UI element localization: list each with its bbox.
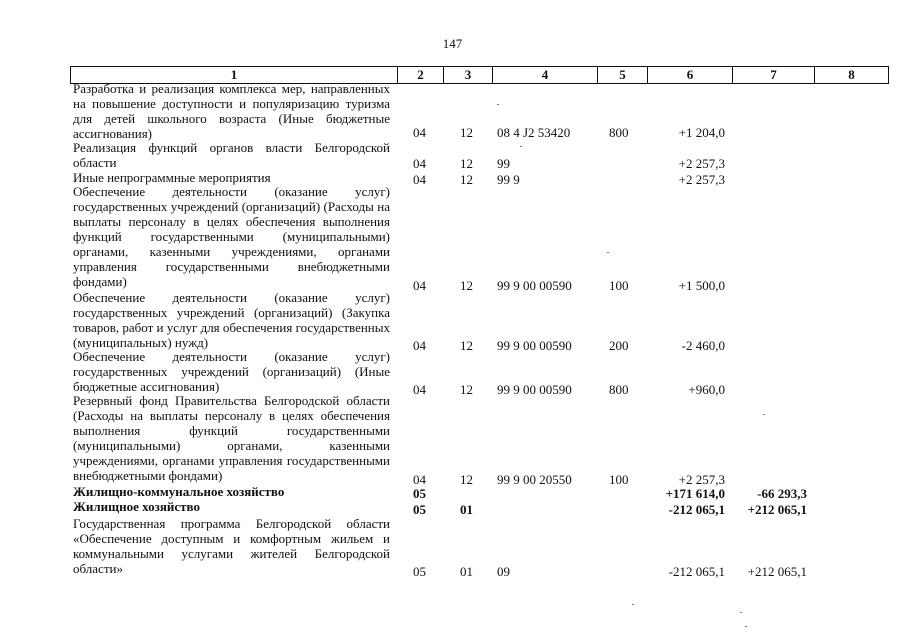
row-description: Обеспечение деятельности (оказание услуг) государственных учреждений (организаций) (Расходы на выплаты персоналу в целях обеспечения выполнения функций государственными (муниципальными) органами, казенными учреждениями, органами управления государственными внебюджетными фондами) (73, 184, 390, 289)
cell-target-article: 09 (497, 564, 510, 579)
column-header-2: 2 (397, 67, 443, 83)
cell-expense-type: 800 (609, 125, 629, 140)
cell-subsection: 01 (460, 502, 473, 517)
column-header-4: 4 (492, 67, 597, 83)
cell-amount-1: +171 614,0 (665, 486, 725, 501)
cell-amount-1: +1 204,0 (678, 125, 725, 140)
cell-section: 05 (413, 564, 426, 579)
scan-speck (632, 604, 634, 605)
row-description: Обеспечение деятельности (оказание услуг) государственных учреждений (организаций) (Иные бюджетные ассигнования) (73, 349, 390, 394)
cell-section: 05 (413, 486, 426, 501)
table-row (0, 186, 905, 293)
cell-target-article: 99 9 00 00590 (497, 338, 572, 353)
cell-target-article: 99 9 00 00590 (497, 278, 572, 293)
cell-amount-1: +960,0 (688, 382, 725, 397)
scan-speck (745, 626, 747, 627)
table-row (0, 500, 905, 517)
cell-amount-2: +212 065,1 (747, 502, 807, 517)
row-description: Разработка и реализация комплекса мер, направленных на повышение доступности и популяризацию туризма для детей школьного возраста (Иные бюджетные ассигнования) (73, 81, 390, 141)
row-description: Реализация функций органов власти Белгородской области (73, 140, 390, 170)
table-row (0, 140, 905, 171)
cell-subsection: 12 (460, 125, 473, 140)
cell-subsection: 12 (460, 172, 473, 187)
cell-section: 04 (413, 472, 426, 487)
cell-amount-1: -212 065,1 (668, 502, 725, 517)
table-row (0, 83, 905, 140)
cell-subsection: 12 (460, 278, 473, 293)
cell-target-article: 99 9 00 20550 (497, 472, 572, 487)
cell-target-article: 99 9 (497, 172, 520, 187)
cell-subsection: 12 (460, 472, 473, 487)
cell-expense-type: 100 (609, 278, 629, 293)
scan-speck (497, 104, 499, 105)
scan-speck (607, 252, 609, 253)
cell-amount-1: +2 257,3 (678, 156, 725, 171)
cell-expense-type: 800 (609, 382, 629, 397)
table-row (0, 395, 905, 487)
cell-section: 04 (413, 125, 426, 140)
row-description: Резервный фонд Правительства Белгородской области (Расходы на выплаты персоналу в целях обеспечения выполнения функций государственными (муниципальными) органами, казенными учреждениями, органами управления государственными внебюджетными фондами) (73, 393, 390, 483)
scan-speck (520, 146, 522, 147)
cell-amount-2: -66 293,3 (757, 486, 807, 501)
table-row (0, 292, 905, 353)
cell-target-article: 99 9 00 00590 (497, 382, 572, 397)
column-header-3: 3 (443, 67, 492, 83)
cell-section: 04 (413, 172, 426, 187)
column-header-5: 5 (597, 67, 647, 83)
cell-section: 04 (413, 278, 426, 293)
cell-subsection: 12 (460, 156, 473, 171)
table-row (0, 517, 905, 579)
row-description: Иные непрограммные мероприятия (73, 170, 271, 185)
column-header-1: 1 (230, 67, 238, 82)
cell-section: 04 (413, 338, 426, 353)
cell-amount-1: +2 257,3 (678, 472, 725, 487)
cell-subsection: 01 (460, 564, 473, 579)
cell-section: 04 (413, 156, 426, 171)
row-description: Государственная программа Белгородской области «Обеспечение доступным и комфортным жильем и коммунальными услугами жителей Белгородской области» (73, 516, 390, 576)
cell-amount-1: -2 460,0 (681, 338, 725, 353)
column-header-7: 7 (732, 67, 814, 83)
cell-amount-1: +2 257,3 (678, 172, 725, 187)
column-header-6: 6 (647, 67, 732, 83)
column-header-8: 8 (814, 67, 888, 83)
cell-section: 04 (413, 382, 426, 397)
cell-subsection: 12 (460, 338, 473, 353)
cell-subsection: 12 (460, 382, 473, 397)
scan-speck (763, 414, 765, 415)
row-description: Жилищное хозяйство (73, 499, 200, 514)
row-description: Обеспечение деятельности (оказание услуг) государственных учреждений (организаций) (Закупка товаров, работ и услуг для обеспечения государственных (муниципальных) нужд) (73, 290, 390, 350)
cell-section: 05 (413, 502, 426, 517)
scan-speck (740, 612, 742, 613)
cell-amount-1: -212 065,1 (668, 564, 725, 579)
table-row (0, 351, 905, 397)
cell-amount-1: +1 500,0 (678, 278, 725, 293)
cell-expense-type: 100 (609, 472, 629, 487)
cell-amount-2: +212 065,1 (747, 564, 807, 579)
row-description: Жилищно-коммунальное хозяйство (73, 484, 285, 499)
page-number: 147 (442, 36, 463, 51)
cell-expense-type: 200 (609, 338, 629, 353)
cell-target-article: 08 4 J2 53420 (497, 125, 571, 140)
cell-target-article: 99 (497, 156, 510, 171)
